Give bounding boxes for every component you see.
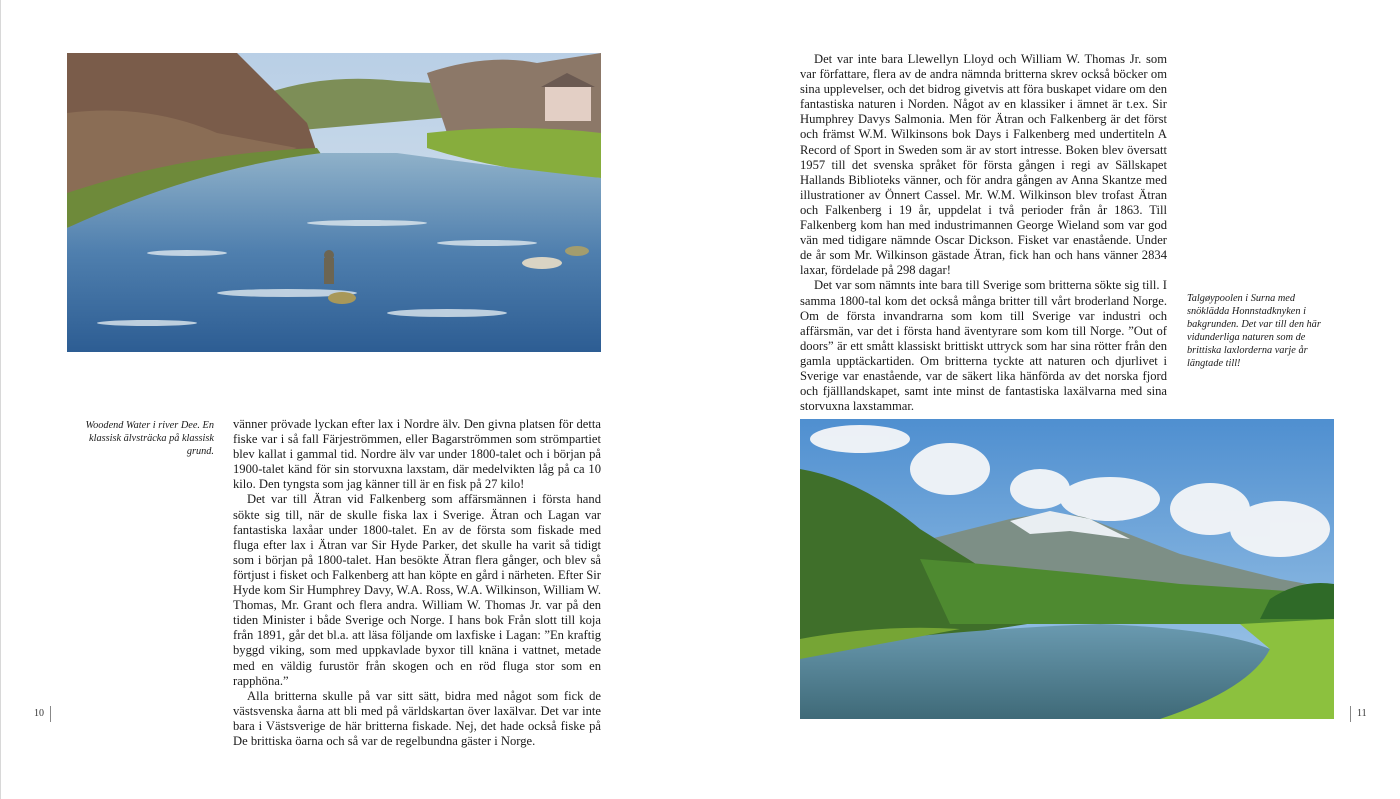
page-number-right: 11 <box>1357 708 1367 719</box>
page-number-left: 10 <box>34 708 44 719</box>
paragraph: Det var som nämnts inte bara till Sverige som britterna sökte sig till. I samma 1800-tal kom det också många britter till vårt broderland Norge. Om de första invandrarna som kom till Sverige var industri och affärsmän, var det i första hand äventyrare som kom till Norge. ”Out of doors” är ett smått klassiskt brittiskt uttryck som har sina rötter från den gamla upptäckartiden. Om britterna tyckte att naturen och djurlivet i Sverige var enastående, var de säkert lika hänförda av det norska fjord och fjälllandskapet, samt inte minst de fantastiska laxälvarna med sina storvuxna laxstammar. <box>800 278 1167 414</box>
river-dee-photo <box>67 53 601 352</box>
right-page <box>700 0 1400 799</box>
photo-caption-right: Talgøypoolen i Surna med snöklädda Honnstadknyken i bakgrunden. Det var till den här vidunderliga naturen som de brittiska laxlorderna varje år längtade till! <box>1187 293 1321 369</box>
photo-caption-left: Woodend Water i river Dee. En klassisk älvsträcka på klassisk grund. <box>85 420 214 457</box>
folio-rule-left <box>50 706 51 722</box>
paragraph: Det var inte bara Llewellyn Lloyd och William W. Thomas Jr. som var författare, flera av de andra nämnda britterna skrev också böcker om sina upplevelser, och det bidrog givetvis att föra buskapet vidare om den fantastiska naturen i Norden. Något av en klassiker i ämnet är t.ex. Sir Humphrey Davys Salmonia. Men för Ätran och Falkenberg är det först och främst W.M. Wilkinsons bok Days i Falkenberg med undertiteln A Record of Sport in Sweden som är av stort intresse. Boken blev översatt 1957 till det svenska språket för första gången i regi av Sällskapet Hallands Biblioteks vänner, och för andra gången av Anna Skantze med illustrationer av Önnert Cassel. Mr. W.M. Wilkinson blev trofast Ätran och Falkenberg i 19 år, uppdelat i två perioder från år 1863. Till Falkenberg kom han med industrimannen George Wieland som var god vän med tidigare nämnde Oscar Dickson. Fisket var enastående. Under de år som Mr. Wilkinson gästade Ätran, fick han och hans vänner 2834 laxar, fördelade på 298 dagar! <box>800 52 1167 278</box>
paragraph: vänner prövade lyckan efter lax i Nordre älv. Den givna platsen för detta fiske var i så fall Färjeströmmen, eller Bagarströmmen som strömpartiet blev kallat i gammal tid. Nordre älv var under 1800-talet och i början på 1900-talet känd för sin storvuxna laxstam, där medelvikten låg på ca 10 kilo. Den tyngsta som jag känner till är en fisk på 27 kilo! <box>233 417 601 492</box>
paragraph: Det var till Ätran vid Falkenberg som affärsmännen i första hand sökte sig till, när de skulle fiska lax i Sverige. Ätran och Lagan var fantastiska laxåar under 1800-talet. En av de första som fiskade med fluga efter lax i Ätran var Sir Hyde Parker, det skulle ha varit så tidigt som i början på 1800-talet. Han besökte Ätran flera gånger, och blev så förtjust i fisket och Falkenberg att han köpte en gård i närheten. Efter Sir Hyde kom Sir Humphrey Davy, W.A. Ross, W.A. Wilkinson, William W. Thomas, Mr. Grant och flera andra. William W. Thomas Jr. var på den tiden Minister i både Sverige och Norge. I hans bok Från slott till koja från 1891, går det bl.a. att läsa följande om laxfiske i Lagan: ”En kraftig byggd viking, som med uppkavlade byxor till knäna i vattnet, metade med en väldig furustör från skogen och en röd fluga stor som en rapphöna.” <box>233 492 601 688</box>
paragraph: Alla britterna skulle på var sitt sätt, bidra med något som fick de västsvenska åarna att bli med på världskartan över laxälvar. Det var inte bara i Västsverige de här britterna fiskade. Nej, det hade också fiske på De brittiska öarna och så var de regelbundna gäster i Norge. <box>233 688 601 748</box>
left-body-text <box>233 417 601 749</box>
folio-rule-right <box>1350 706 1351 722</box>
surna-river-photo <box>800 419 1334 719</box>
right-body-text <box>800 52 1167 414</box>
